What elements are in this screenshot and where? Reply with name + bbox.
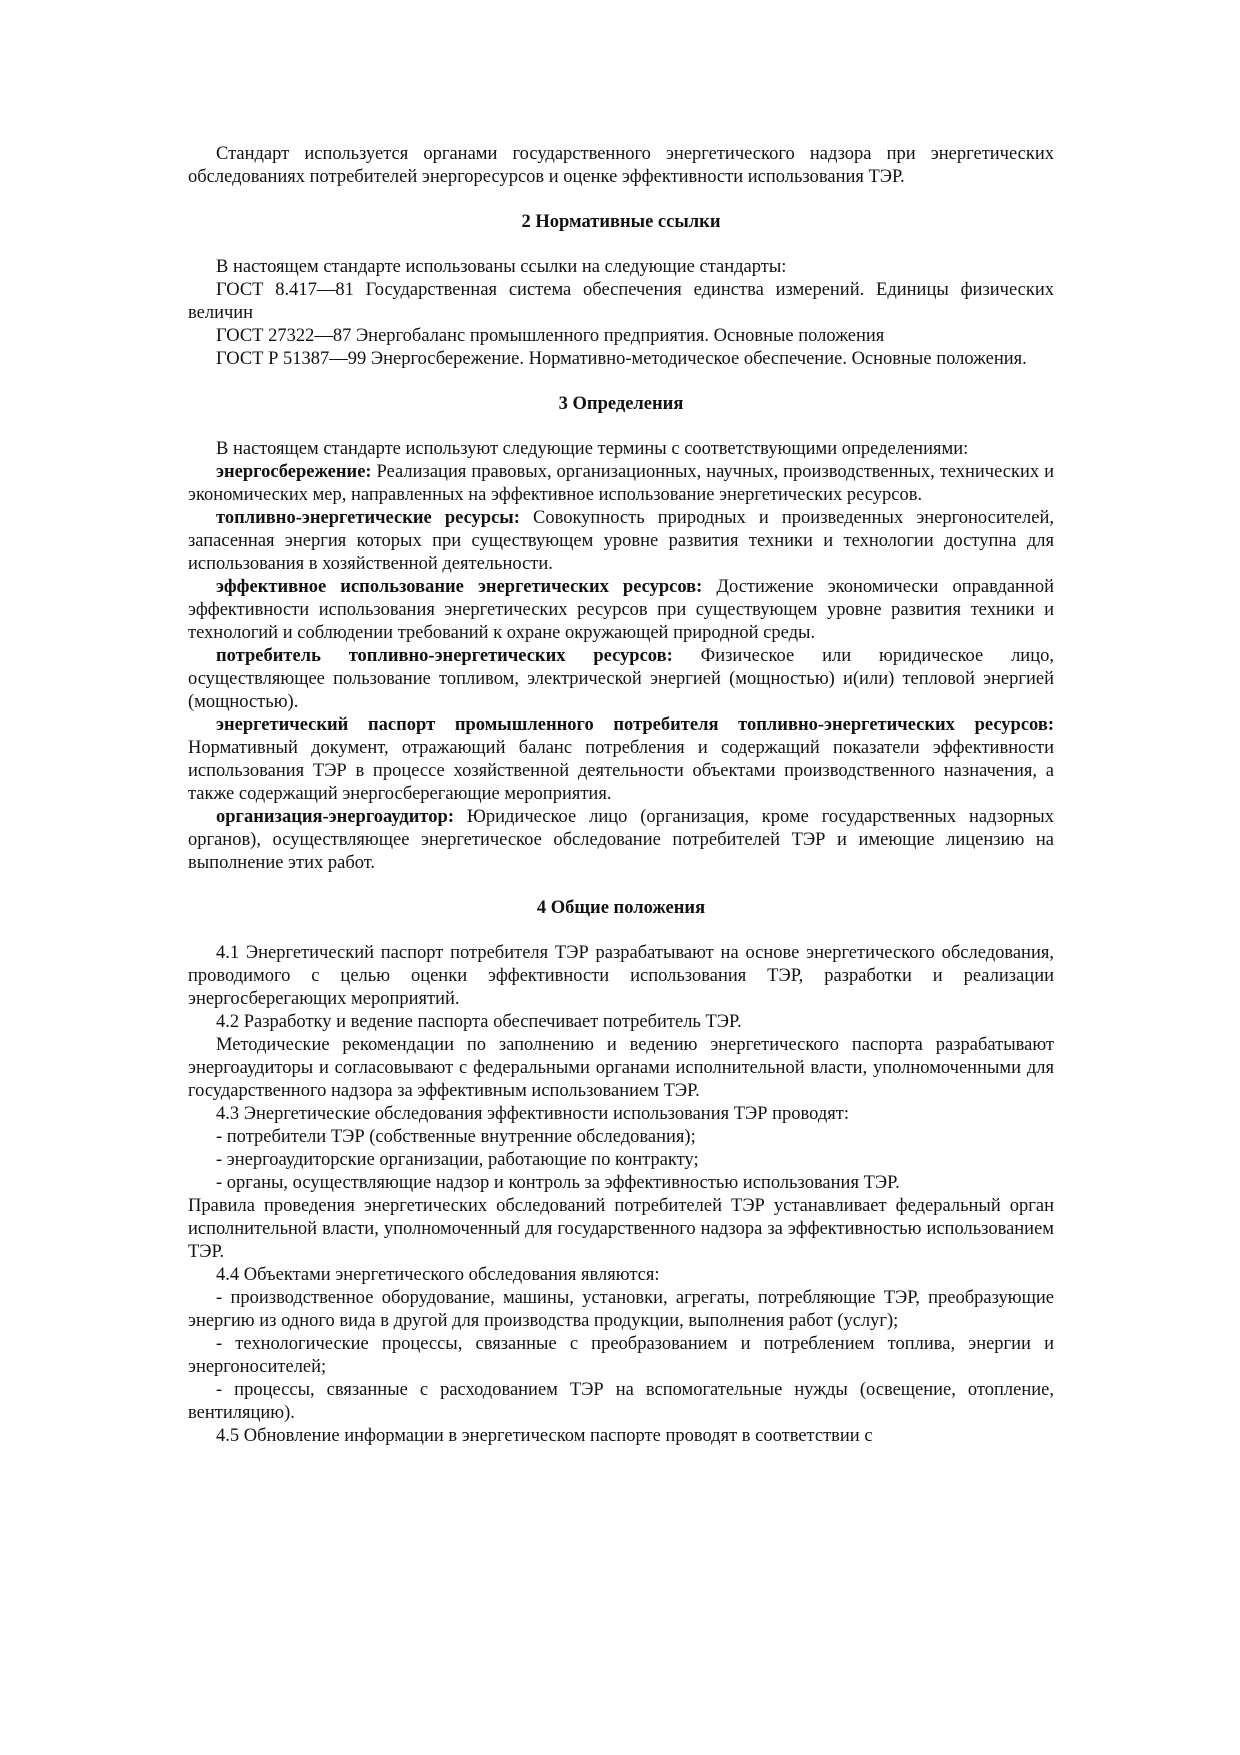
section-4-list-item: - технологические процессы, связанные с преобразованием и потреблением топлива, энергии и энергоносителей; [188, 1334, 1054, 1377]
section-4-paragraph: 4.4 Объектами энергетического обследования являются: [216, 1265, 660, 1285]
definition-text: Юридическое лицо (организация, кроме государственных надзорных органов), осуществляющее энергетическое обследование потребителей ТЭР и имеющие лицензию на выполнение этих работ. [188, 807, 1054, 873]
section-4-paragraph: 4.5 Обновление информации в энергетическом паспорте проводят в соответствии с [216, 1426, 873, 1446]
section-4-list-item: - органы, осуществляющие надзор и контроль за эффективностью использования ТЭР. [216, 1173, 900, 1193]
section-4-list-item: - производственное оборудование, машины, установки, агрегаты, потребляющие ТЭР, преобразующие энергию из одного вида в другой для производства продукции, выполнения работ (услуг); [188, 1288, 1054, 1331]
definition-term: потребитель топливно-энергетических ресурсов: [216, 646, 673, 666]
definition-text: Совокупность природных и произведенных энергоносителей, запасенная энергия которых при существующем уровне развития техники и технологии доступна для использования в хозяйственной деятельности. [188, 508, 1054, 574]
definition-term: энергосбережение: [216, 462, 372, 482]
section-2-paragraph: В настоящем стандарте использованы ссылки на следующие стандарты: [216, 257, 787, 277]
section-2-heading: 2 Нормативные ссылки [521, 212, 721, 232]
section-2-paragraph: ГОСТ 8.417—81 Государственная система обеспечения единства измерений. Единицы физических величин [188, 280, 1054, 323]
definition-text: Нормативный документ, отражающий баланс потребления и содержащий показатели эффективности использования ТЭР в процессе хозяйственной деятельности объектами производственного назначения, а также содержащий энергосберегающие мероприятия. [188, 738, 1054, 804]
section-2-paragraph: ГОСТ 27322—87 Энергобаланс промышленного предприятия. Основные положения [216, 326, 885, 346]
definition-text: Реализация правовых, организационных, научных, производственных, технических и экономических мер, направленных на эффективное использование энергетических ресурсов. [188, 462, 1054, 505]
section-3-intro: В настоящем стандарте используют следующие термины с соответствующими определениями: [216, 439, 969, 459]
definition-term: эффективное использование энергетических ресурсов: [216, 577, 703, 597]
definition-item [188, 461, 1054, 507]
section-4-heading: 4 Общие положения [536, 898, 706, 918]
section-4-rules-paragraph: Правила проведения энергетических обследований потребителей ТЭР устанавливает федеральный орган исполнительной власти, уполномоченный для государственного надзора за эффективностью использованием ТЭР. [188, 1196, 1054, 1262]
definition-term: топливно-энергетические ресурсы: [216, 508, 520, 528]
definition-text: Достижение экономически оправданной эффективности использования энергетических ресурсов при существующем уровне развития техники и технологий и соблюдении требований к охране окружающей природной среды. [188, 577, 1054, 643]
definition-item [188, 645, 1054, 714]
definition-text: Физическое или юридическое лицо, осуществляющее пользование топливом, электрической энергией (мощностью) и(или) тепловой энергией (мощностью). [188, 646, 1054, 712]
section-4-paragraph: 4.3 Энергетические обследования эффективности использования ТЭР проводят: [216, 1104, 850, 1124]
section-4-list-item: - процессы, связанные с расходованием ТЭР на вспомогательные нужды (освещение, отопление, вентиляцию). [188, 1380, 1054, 1423]
definition-term: организация-энергоаудитор: [216, 807, 454, 827]
section-4-paragraph: 4.2 Разработку и ведение паспорта обеспечивает потребитель ТЭР. [216, 1012, 742, 1032]
section-4-paragraph: 4.1 Энергетический паспорт потребителя ТЭР разрабатывают на основе энергетического обследования, проводимого с целью оценки эффективности использования ТЭР, разработки и реализации энергосберегающих мероприятий. [188, 943, 1054, 1009]
section-4-list-item: - потребители ТЭР (собственные внутренние обследования); [216, 1127, 696, 1147]
section-4-list-item: - энергоаудиторские организации, работающие по контракту; [216, 1150, 699, 1170]
definition-item [188, 576, 1054, 645]
document-page [188, 143, 1054, 1448]
definition-item [188, 806, 1054, 875]
definition-item [188, 507, 1054, 576]
definition-term: энергетический паспорт промышленного потребителя топливно-энергетических ресурсов: [216, 715, 1054, 735]
intro-paragraph: Стандарт используется органами государственного энергетического надзора при энергетических обследованиях потребителей энергоресурсов и оценке эффективности использования ТЭР. [188, 144, 1054, 187]
section-3-heading: 3 Определения [558, 394, 684, 414]
definition-item [188, 714, 1054, 806]
section-2-paragraph: ГОСТ Р 51387—99 Энергосбережение. Нормативно-методическое обеспечение. Основные положения. [216, 349, 1027, 369]
section-4-paragraph: Методические рекомендации по заполнению и ведению энергетического паспорта разрабатывают энергоаудиторы и согласовывают с федеральными органами исполнительной власти, уполномоченными для государственного надзора за эффективным использованием ТЭР. [188, 1035, 1054, 1101]
